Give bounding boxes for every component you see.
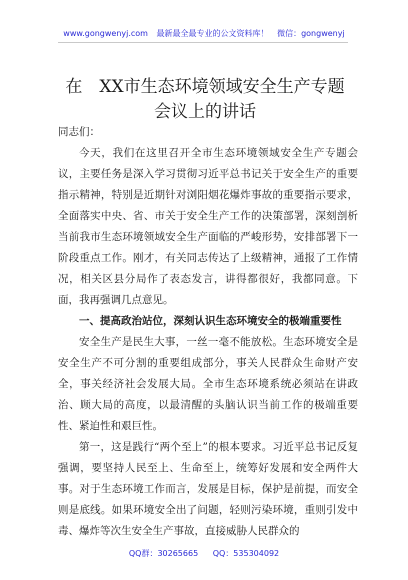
document-title: 在 XX市生态环境领域安全生产专题会议上的讲话 [65, 77, 345, 122]
page-header [0, 28, 408, 39]
paragraph: 第一，这是践行“两个至上”的根本要求。习近平总书记反复强调，要坚持人民至上、生命至上，统筹好发展和安全两件大事。对于生态环境工作而言，发展是目标，保护是前提，而安全则是底线。如果环境安全出了问题，轻则污染环境，重则引发中毒、爆炸等次生安全生产事故，直接威胁人民群众的 [58, 441, 358, 537]
header-divider [58, 42, 348, 43]
site-url[interactable]: www.gongwenyj.com [63, 29, 148, 38]
paragraph: 今天，我们在这里召开全市生态环境领域安全生产专题会议，主要任务是深入学习贯彻习近平总书记关于安全生产的重要指示精神，特别是近期针对浏阳烟花爆炸事故的重要指示要求，全面落实中央、省、市关于安全生产工作的决策部署，深刻剖析当前我市生态环境领域安全生产面临的严峻形势，安排部署下一阶段重点工作。刚才，有关同志传达了上级精神，通报了工作情况，相关区县分局作了表态发言，讲得都很好，我都同意。下面，我再强调几点意见。 [58, 147, 358, 306]
document-body [58, 122, 358, 542]
qq-group: QQ群：30265665 [128, 549, 199, 558]
site-slogan: 最新最全最专业的公文资料库！ [156, 29, 269, 38]
section-heading: 一、提高政治站位，深刻认识生态环境安全的极端重要性 [79, 315, 342, 327]
qq-contact: QQ：535304092 [212, 549, 280, 558]
wechat-id: 微信：gongwenyj [277, 29, 345, 38]
paragraph: 安全生产是民生大事，一丝一毫不能放松。生态环境安全是安全生产不可分割的重要组成部分，事关人民群众生命财产安全，事关经济社会发展大局。全市生态环境系统必须站在讲政治、顾大局的高度，以最清醒的头脑认识当前工作的极端重要性、紧迫性和艰巨性。 [58, 336, 358, 432]
page-footer [0, 548, 408, 559]
salutation: 同志们： [58, 126, 100, 138]
